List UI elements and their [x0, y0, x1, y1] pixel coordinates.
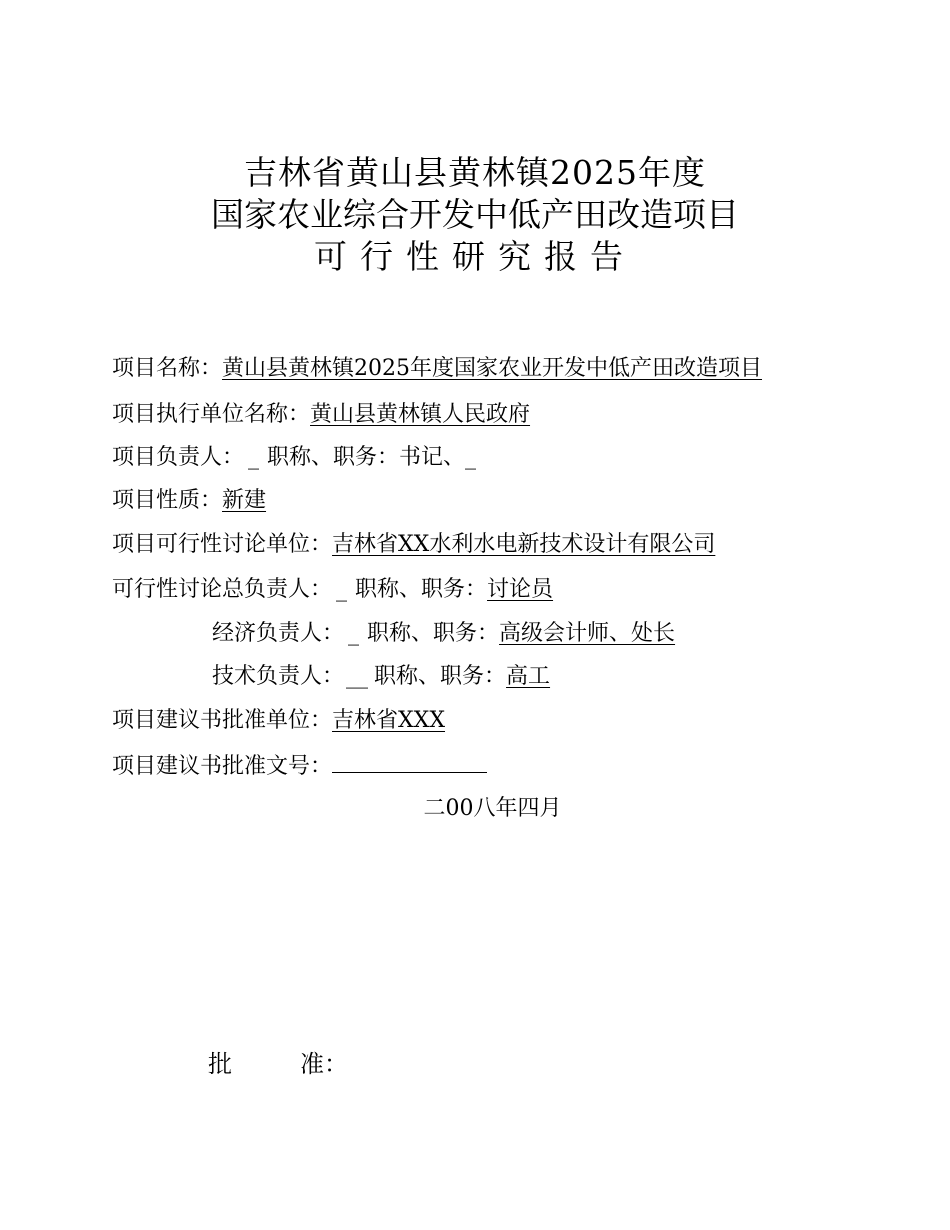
feasibility-chief-title-label: 职称、职务：	[355, 577, 488, 602]
technical-lead-title-value: 高工	[506, 664, 551, 689]
approval-field	[208, 1048, 348, 1080]
technical-lead-row	[212, 662, 560, 692]
technical-lead-title-label: 职称、职务：	[374, 664, 507, 689]
economic-lead-row	[212, 619, 675, 649]
project-nature-row	[112, 486, 280, 516]
approval-label-char-1: 批	[208, 1050, 232, 1078]
executing-unit-label: 项目执行单位名称：	[112, 402, 311, 427]
project-leader-trailing-blank: _	[465, 445, 477, 470]
project-leader-title-value: 书记、	[399, 445, 466, 470]
title-line-1: 吉林省黄山县黄林镇2025年度	[244, 153, 706, 192]
feasibility-unit-row	[112, 530, 715, 560]
approval-doc-no-row	[112, 750, 487, 782]
approval-doc-no-blank	[332, 750, 487, 773]
feasibility-chief-label: 可行性讨论总负责人：	[112, 577, 333, 602]
approval-label-char-2: 准：	[300, 1050, 348, 1078]
feasibility-chief-title-value: 讨论员	[487, 577, 554, 602]
project-leader-blank: _	[248, 445, 260, 470]
title-line-2: 国家农业综合开发中低产田改造项目	[211, 195, 739, 234]
economic-lead-label: 经济负责人：	[212, 621, 345, 646]
technical-lead-blank: __	[346, 664, 369, 689]
project-leader-title-label: 职称、职务：	[267, 445, 400, 470]
feasibility-unit-value: 吉林省XX水利水电新技术设计有限公司	[332, 532, 716, 557]
economic-lead-title-label: 职称、职务：	[367, 621, 500, 646]
feasibility-chief-blank: _	[336, 577, 348, 602]
project-leader-row	[112, 443, 476, 473]
approval-unit-row	[112, 706, 445, 736]
economic-lead-title-value: 高级会计师、处长	[499, 621, 676, 646]
project-nature-value: 新建	[222, 488, 267, 513]
approval-doc-no-label: 项目建议书批准文号：	[112, 754, 333, 779]
report-date: 二00八年四月	[423, 796, 562, 821]
technical-lead-label: 技术负责人：	[212, 664, 345, 689]
project-name-label: 项目名称：	[112, 356, 223, 381]
feasibility-chief-row	[112, 575, 553, 605]
executing-unit-value: 黄山县黄林镇人民政府	[310, 402, 531, 427]
project-name-row	[112, 354, 762, 384]
economic-lead-blank: _	[348, 621, 360, 646]
project-nature-label: 项目性质：	[112, 488, 223, 513]
title-line-3: 可行性研究报告	[314, 237, 636, 276]
project-name-value: 黄山县黄林镇2025年度国家农业开发中低产田改造项目	[222, 356, 763, 381]
approval-unit-label: 项目建议书批准单位：	[112, 708, 333, 733]
feasibility-unit-label: 项目可行性讨论单位：	[112, 532, 333, 557]
executing-unit-row	[112, 400, 530, 430]
project-leader-label: 项目负责人：	[112, 445, 245, 470]
approval-unit-value: 吉林省XXX	[332, 708, 446, 733]
